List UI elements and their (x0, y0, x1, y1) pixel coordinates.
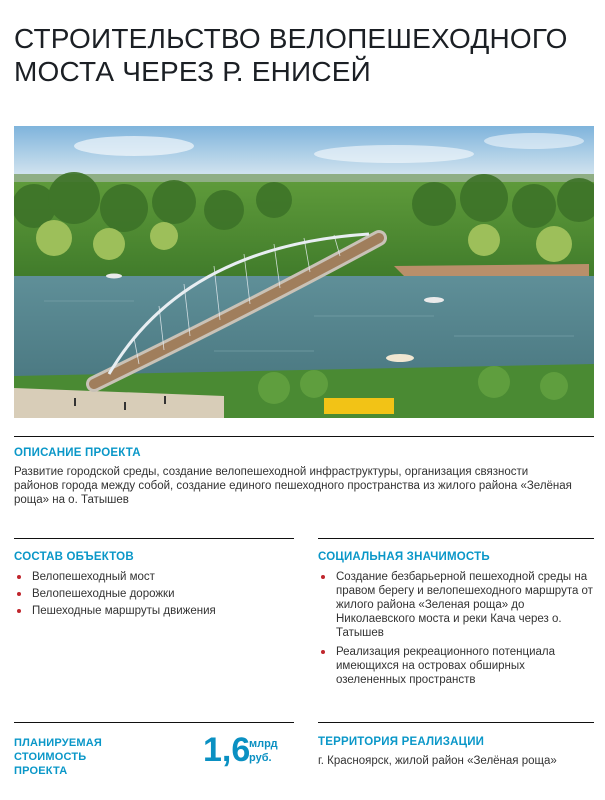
territory-text: г. Красноярск, жилой район «Зелёная роща» (318, 755, 557, 767)
bullet-icon (17, 609, 21, 613)
bullet-icon (17, 575, 21, 579)
objects-list (14, 570, 294, 621)
page-title-line1: СТРОИТЕЛЬСТВО ВЕЛОПЕШЕХОДНОГО (14, 23, 568, 54)
cost-value: 1,6 (203, 731, 251, 769)
list-item (318, 570, 594, 640)
list-item (14, 570, 294, 584)
section-divider (14, 538, 294, 539)
list-item-text: Реализация рекреационного потенциала имеющихся на островах обширных озелененных пространств (336, 646, 556, 686)
section-divider (14, 722, 294, 723)
list-item-text: Пешеходные маршруты движения (32, 605, 216, 617)
section-divider (318, 538, 594, 539)
list-item-text: Велопешеходный мост (32, 571, 155, 583)
cost-label-line3: ПРОЕКТА (14, 765, 68, 777)
social-list (318, 570, 594, 690)
cost-unit (249, 737, 278, 765)
list-item (14, 587, 294, 601)
cost-label-line1: ПЛАНИРУЕМАЯ (14, 737, 103, 749)
bullet-icon (321, 650, 325, 654)
section-divider (318, 722, 594, 723)
list-item (14, 604, 294, 618)
cost-label-line2: СТОИМОСТЬ (14, 751, 87, 763)
social-heading: СОЦИАЛЬНАЯ ЗНАЧИМОСТЬ (318, 551, 490, 563)
bullet-icon (321, 575, 325, 579)
list-item-text: Создание безбарьерной пешеходной среды на правом берегу и велопешеходного маршрута от жилого района «Зеленая роща» до Николаевского моста и реки Кача через о. Татышев (336, 571, 593, 639)
list-item (318, 645, 594, 687)
section-divider (14, 436, 594, 437)
objects-heading: СОСТАВ ОБЪЕКТОВ (14, 551, 134, 563)
description-text: Развитие городской среды, создание велопешеходной инфраструктуры, организация связности районов города между собой, создание единого пешеходного пространства из жилого района «Зелёная роща» на о. Татышев (14, 466, 572, 506)
bridge-rendering-image (14, 126, 594, 418)
cost-unit-line1: млрд (249, 738, 278, 750)
cost-label (14, 736, 102, 778)
cost-unit-line2: руб. (249, 752, 272, 764)
territory-heading: ТЕРРИТОРИЯ РЕАЛИЗАЦИИ (318, 736, 485, 748)
description-heading: ОПИСАНИЕ ПРОЕКТА (14, 447, 141, 459)
bullet-icon (17, 592, 21, 596)
page-title (14, 22, 594, 88)
page-title-line2: МОСТА ЧЕРЕЗ Р. ЕНИСЕЙ (14, 56, 371, 87)
list-item-text: Велопешеходные дорожки (32, 588, 175, 600)
